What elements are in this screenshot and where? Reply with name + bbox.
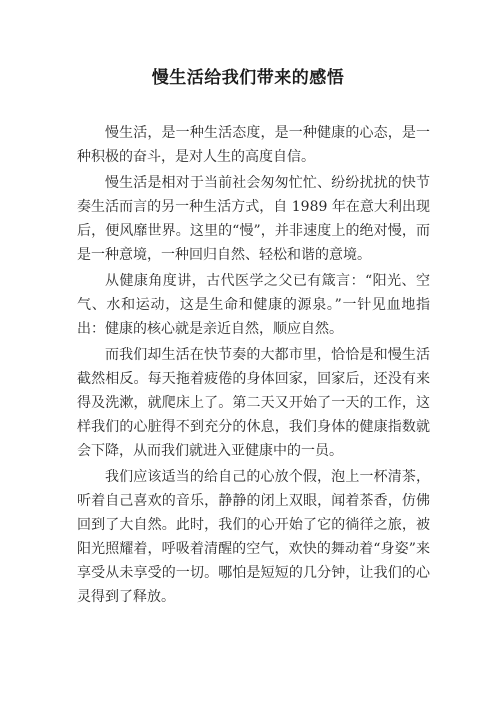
- paragraph-1: 慢生活，是一种生活态度，是一种健康的心态，是一种积极的奋斗，是对人生的高度自信。: [77, 125, 430, 165]
- document-title: 慢生活给我们带来的感悟: [151, 68, 345, 88]
- document-body: [77, 121, 430, 611]
- paragraph-3: 从健康角度讲，古代医学之父已有箴言：“阳光、空气、水和运动，这是生命和健康的源泉。”一针见血地指出：健康的核心就是亲近自然，顺应自然。: [77, 273, 430, 337]
- paragraph-5: 我们应该适当的给自己的心放个假，泡上一杯清茶，听着自己喜欢的音乐，静静的闭上双眼，闻着茶香，仿佛回到了大自然。此时，我们的心开始了它的徜徉之旅，被阳光照耀着，呼吸着清醒的空气，欢快的舞动着“身姿”来享受从未享受的一切。哪怕是短短的几分钟，让我们的心灵得到了释放。: [77, 469, 430, 605]
- paragraph-4: 而我们却生活在快节奏的大都市里，恰恰是和慢生活截然相反。每天拖着疲倦的身体回家，回家后，还没有来得及洗漱，就爬床上了。第二天又开始了一天的工作，这样我们的心脏得不到充分的休息，我们身体的健康指数就会下降，从而我们就进入亚健康中的一员。: [77, 347, 430, 459]
- paragraph-2: 慢生活是相对于当前社会匆匆忙忙、纷纷扰扰的快节奏生活而言的另一种生活方式，自 1989 年在意大利出现后，便风靡世界。这里的“慢”，并非速度上的绝对慢，而是一种意境，一种回归自然、轻松和谐的意境。: [77, 175, 430, 263]
